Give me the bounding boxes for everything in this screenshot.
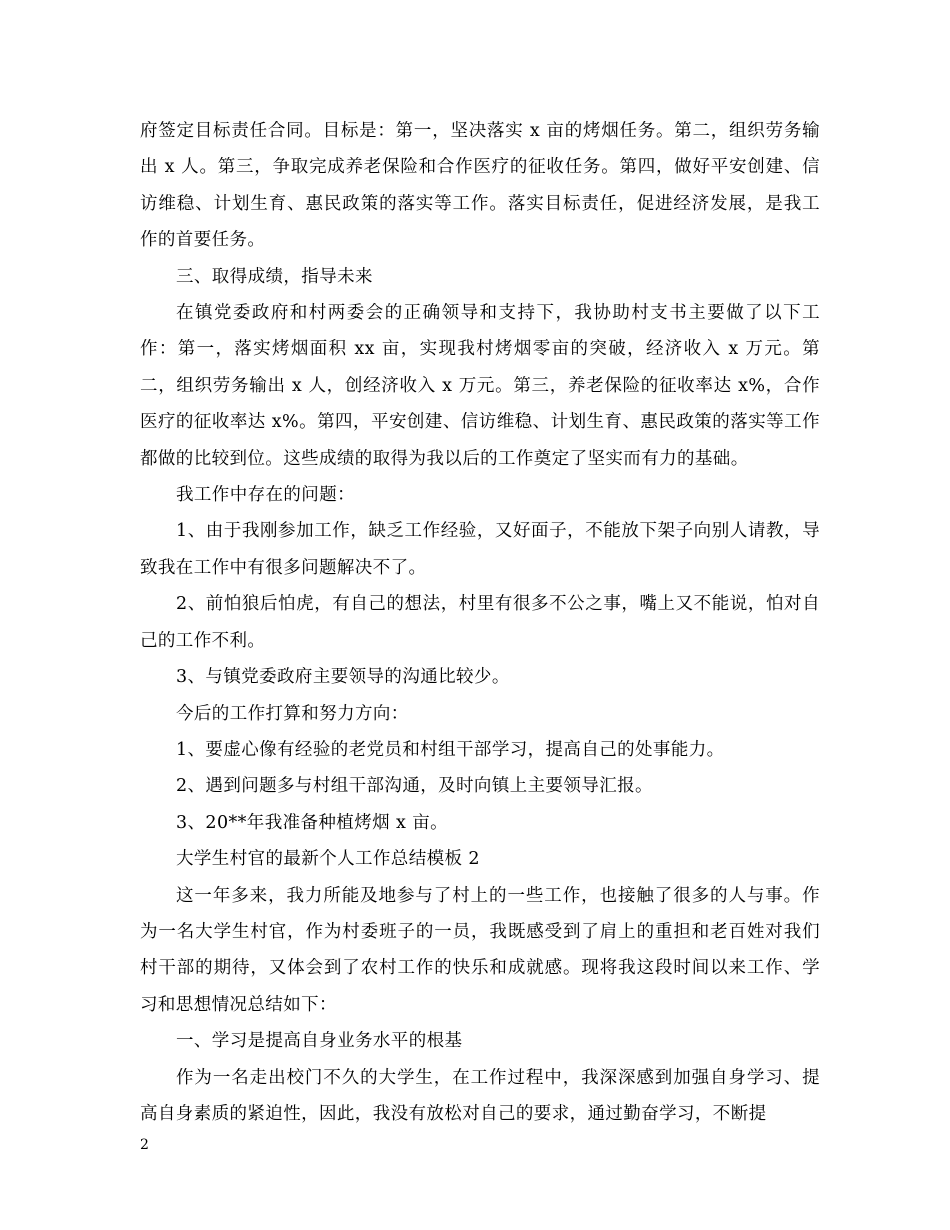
paragraph: 3、与镇党委政府主要领导的沟通比较少。 <box>176 667 510 688</box>
document-body <box>140 113 820 1132</box>
paragraph: 2、遇到问题多与村组干部沟通，及时向镇上主要领导汇报。 <box>176 776 653 797</box>
page-number: 2 <box>140 1137 149 1153</box>
paragraph: 作为一名走出校门不久的大学生，在工作过程中，我深深感到加强自身学习、提高自身素质的紧迫性，因此，我没有放松对自己的要求，通过勤奋学习，不断提 <box>140 1067 820 1124</box>
paragraph: 在镇党委政府和村两委会的正确领导和支持下，我协助村支书主要做了以下工作：第一，落实烤烟面积 xx 亩，实现我村烤烟零亩的突破，经济收入 x 万元。第二，组织劳务输出 x 人，创经济收入 x 万元。第三，养老保险的征收率达 x%，合作医疗的征收率达 x%。第四，平安创建、信访维稳、计划生育、惠民政策的落实等工作都做的比较到位。这些成绩的取得为我以后的工作奠定了坚实而有力的基础。 <box>140 303 820 469</box>
paragraph: 我工作中存在的问题： <box>176 485 355 506</box>
paragraph: 今后的工作打算和努力方向： <box>176 703 409 724</box>
paragraph: 这一年多来，我力所能及地参与了村上的一些工作，也接触了很多的人与事。作为一名大学生村官，作为村委班子的一员，我既感受到了肩上的重担和老百姓对我们村干部的期待，又体会到了农村工作的快乐和成就感。现将我这段时间以来工作、学习和思想情况总结如下： <box>140 885 820 1015</box>
paragraph: 一、学习是提高自身业务水平的根基 <box>176 1031 463 1052</box>
paragraph: 1、由于我刚参加工作，缺乏工作经验，又好面子，不能放下架子向别人请教，导致我在工作中有很多问题解决不了。 <box>140 521 820 578</box>
paragraph: 3、20**年我准备种植烤烟 x 亩。 <box>176 812 448 833</box>
paragraph: 2、前怕狼后怕虎，有自己的想法，村里有很多不公之事，嘴上又不能说，怕对自己的工作不利。 <box>140 594 820 651</box>
paragraph: 三、取得成绩，指导未来 <box>176 266 373 287</box>
paragraph: 大学生村官的最新个人工作总结模板 2 <box>176 849 480 870</box>
paragraph: 1、要虚心像有经验的老党员和村组干部学习，提高自己的处事能力。 <box>176 739 725 760</box>
paragraph: 府签定目标责任合同。目标是：第一，坚决落实 x 亩的烤烟任务。第二，组织劳务输出 x 人。第三，争取完成养老保险和合作医疗的征收任务。第四，做好平安创建、信访维稳、计划生育、惠民政策的落实等工作。落实目标责任，促进经济发展，是我工作的首要任务。 <box>140 121 820 251</box>
